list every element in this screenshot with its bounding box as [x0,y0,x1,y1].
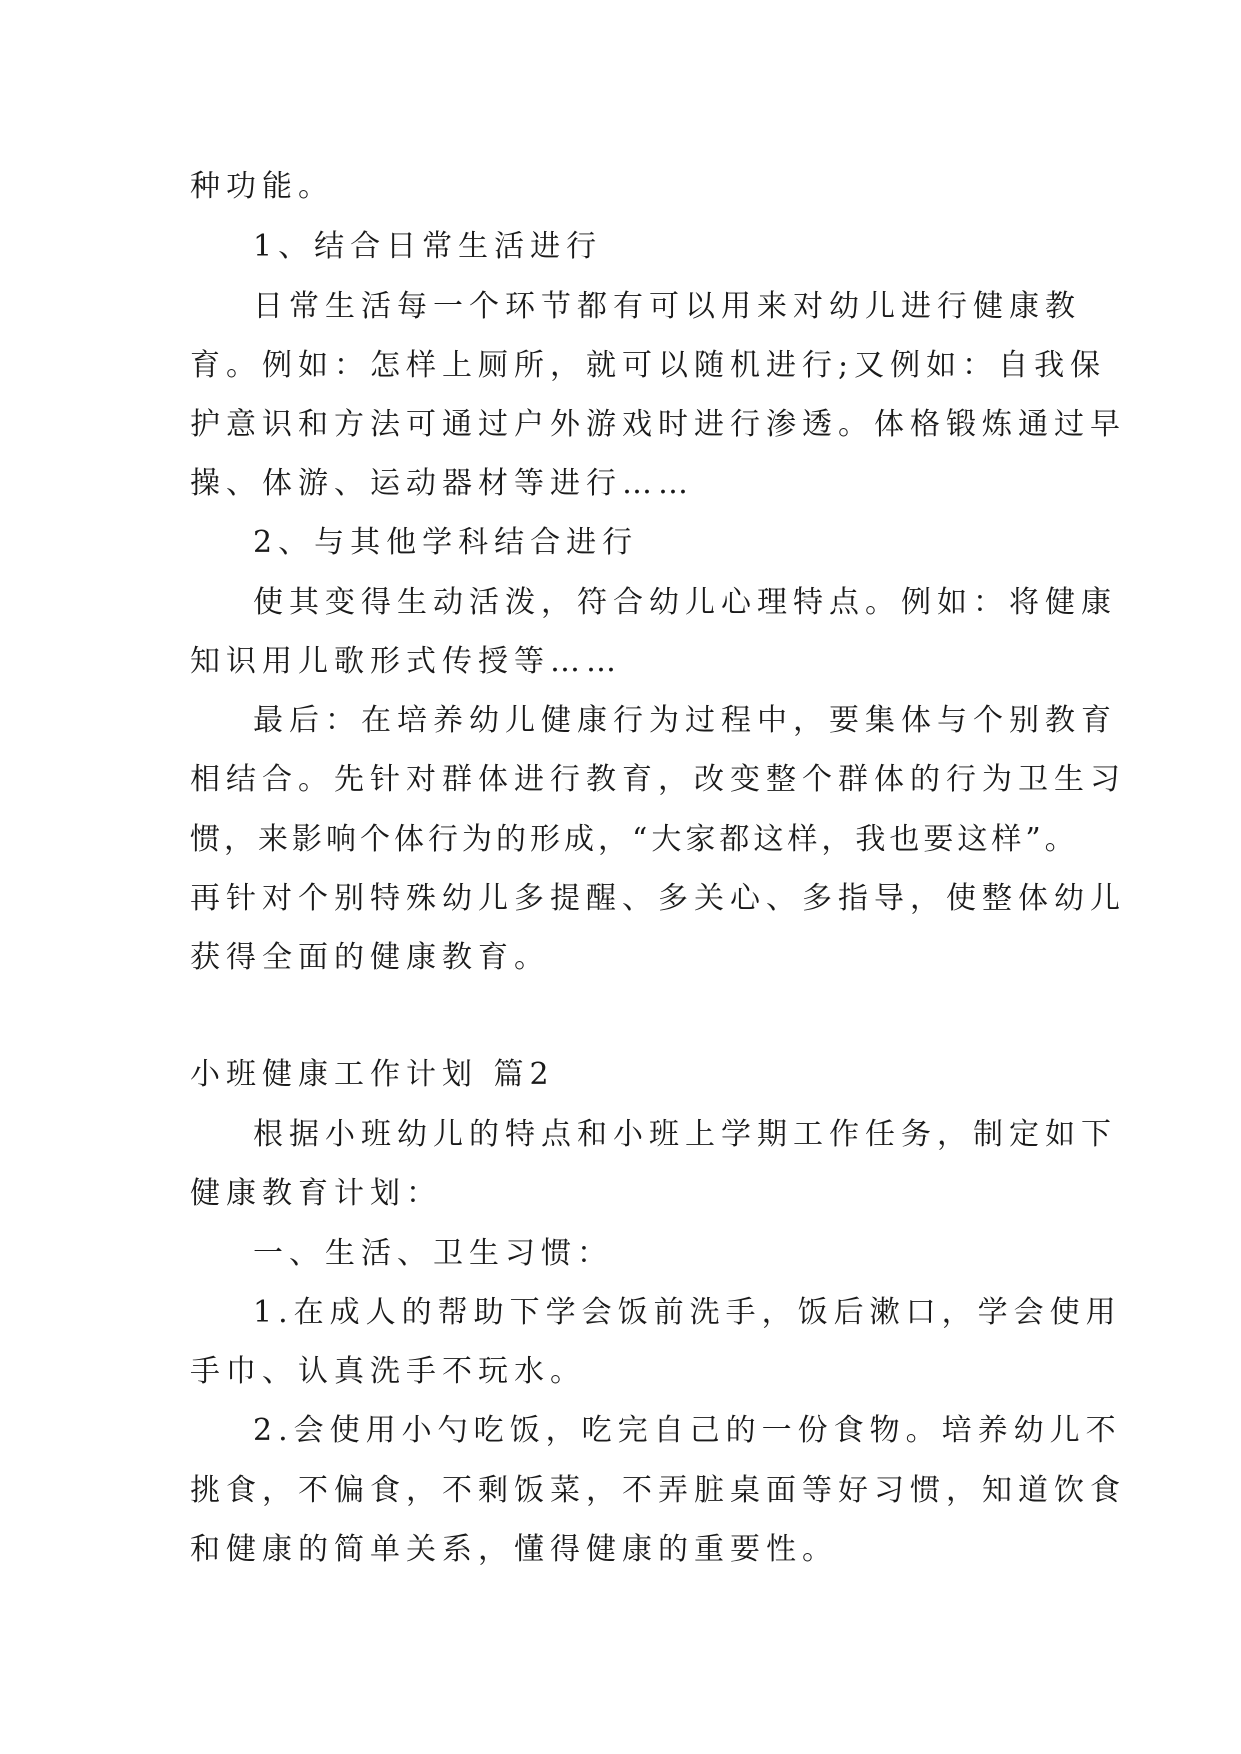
text-line: 再针对个别特殊幼儿多提醒、多关心、多指导，使整体幼儿 [190,881,1126,916]
text-line: 育。例如：怎样上厕所，就可以随机进行;又例如：自我保 [190,348,1107,383]
text-line: 1.在成人的帮助下学会饭前洗手，饭后漱口，学会使用 [253,1295,1122,1330]
text-line: 手巾、认真洗手不玩水。 [190,1354,586,1389]
text-line: 使其变得生动活泼，符合幼儿心理特点。例如：将健康 [253,585,1117,620]
text-line: 根据小班幼儿的特点和小班上学期工作任务，制定如下 [253,1117,1117,1152]
text-line: 护意识和方法可通过户外游戏时进行渗透。体格锻炼通过早 [190,407,1126,442]
text-line: 2.会使用小勺吃饭，吃完自己的一份食物。培养幼儿不 [253,1413,1122,1448]
text-line: 健康教育计划： [190,1176,442,1211]
text-line: 日常生活每一个环节都有可以用来对幼儿进行健康教 [253,289,1081,324]
text-line: 挑食，不偏食，不剩饭菜，不弄脏桌面等好习惯，知道饮食 [190,1473,1126,1508]
text-line: 最后：在培养幼儿健康行为过程中，要集体与个别教育 [253,703,1117,738]
section-heading: 一、生活、卫生习惯： [253,1236,613,1271]
text-line: 知识用儿歌形式传授等…… [190,644,622,679]
section-heading: 2、与其他学科结合进行 [253,525,639,560]
text-line: 操、体游、运动器材等进行…… [190,466,694,501]
article-title: 小班健康工作计划 篇2 [190,1057,555,1092]
text-line: 和健康的简单关系，懂得健康的重要性。 [190,1532,838,1567]
section-heading: 1、结合日常生活进行 [253,229,603,264]
text-line: 相结合。先针对群体进行教育，改变整个群体的行为卫生习 [190,762,1126,797]
text-line: 获得全面的健康教育。 [190,940,550,975]
text-line: 种功能。 [190,169,334,204]
text-line: 惯，来影响个体行为的形成，“大家都这样，我也要这样”。 [190,822,1079,857]
